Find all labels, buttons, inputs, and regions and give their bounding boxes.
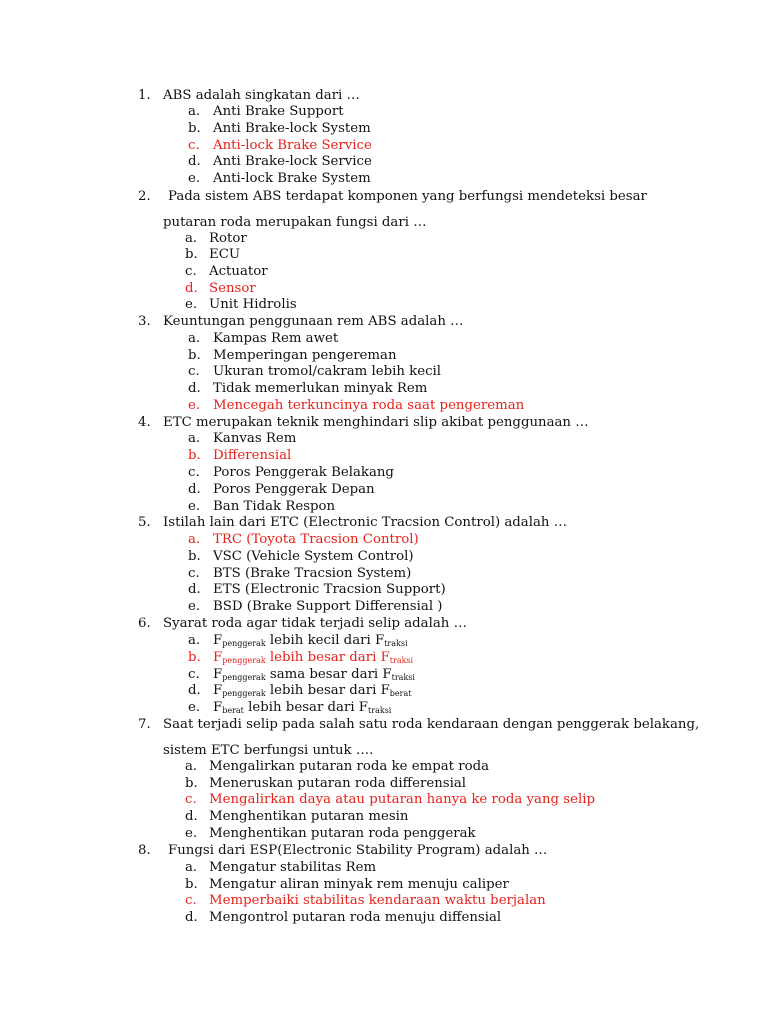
option-letter: e. [185,826,198,841]
option-text: Ukuran tromol/cakram lebih kecil [213,364,442,379]
option-text: Anti Brake Support [213,104,344,119]
option-text: $F_{penggerak}$ lebih besar dari $F_{berat}$ [213,683,412,698]
question-number: 6. [138,616,151,631]
option-text: Ban Tidak Respon [213,499,336,514]
option-text: Menghentikan putaran mesin [209,809,409,824]
option-letter: b. [185,776,198,791]
option-text: Actuator [209,264,268,279]
option-text: Mengalirkan putaran roda ke empat roda [209,759,490,774]
option-text: BSD (Brake Support Differensial ) [213,599,443,614]
option-letter: a. [188,331,201,346]
option-text: Mengatur stabilitas Rem [209,860,377,875]
option-text: Kampas Rem awet [213,331,339,346]
question-number: 3. [138,314,151,329]
option-letter: d. [188,582,201,597]
option-letter: d. [185,809,198,824]
question-text: Syarat roda agar tidak terjadi selip adalah … [163,616,467,631]
option-letter: c. [188,465,200,480]
option-letter: c. [188,667,200,682]
option-letter: a. [188,633,201,648]
option-text: ECU [209,247,241,262]
option-letter: c. [188,364,200,379]
question-text: ETC merupakan teknik menghindari slip akibat penggunaan … [163,415,589,430]
option-letter: e. [188,171,201,186]
option-text: Tidak memerlukan minyak Rem [213,381,428,396]
option-letter: b. [188,549,201,564]
correct-option-text: TRC (Toyota Tracsion Control) [213,532,419,547]
correct-option-text: $F_{penggerak}$ lebih besar dari $F_{traksi}$ [213,650,414,665]
question-text: ABS adalah singkatan dari … [163,88,360,103]
option-text: Unit Hidrolis [209,297,297,312]
option-text: $F_{penggerak}$ sama besar dari $F_{traksi}$ [213,667,415,682]
option-letter: c. [185,792,197,807]
question-text: Saat terjadi selip pada salah satu roda kendaraan dengan penggerak belakang, [163,717,700,732]
option-letter: d. [185,281,198,296]
option-letter: b. [188,448,201,463]
option-letter: d. [188,683,201,698]
option-letter: e. [188,700,201,715]
correct-option-text: Mengalirkan daya atau putaran hanya ke roda yang selip [209,792,595,807]
option-text: Kanvas Rem [213,431,297,446]
option-text: Anti Brake-lock Service [213,154,372,169]
correct-option-text: Mencegah terkuncinya roda saat pengereman [213,398,525,413]
correct-option-text: Differensial [213,448,292,463]
question-number: 8. [138,843,151,858]
option-letter: d. [188,381,201,396]
question-text: Pada sistem ABS terdapat komponen yang berfungsi mendeteksi besar [168,189,647,204]
question-text: Keuntungan penggunaan rem ABS adalah … [163,314,464,329]
option-letter: a. [188,431,201,446]
option-letter: c. [188,566,200,581]
option-letter: e. [185,297,198,312]
option-text: Menghentikan putaran roda penggerak [209,826,476,841]
option-letter: d. [188,482,201,497]
option-text: Poros Penggerak Belakang [213,465,394,480]
correct-option-text: Memperbaiki stabilitas kendaraan waktu berjalan [209,893,546,908]
option-letter: a. [188,104,201,119]
option-text: Memperingan pengereman [213,348,397,363]
option-letter: a. [188,532,201,547]
option-letter: e. [188,398,201,413]
option-letter: e. [188,499,201,514]
option-letter: d. [188,154,201,169]
correct-option-text: Sensor [209,281,256,296]
question-number: 2. [138,189,151,204]
correct-option-text: Anti-lock Brake Service [213,138,372,153]
option-letter: a. [185,759,198,774]
option-letter: c. [185,893,197,908]
question-text-continued: sistem ETC berfungsi untuk …. [163,743,374,758]
question-number: 4. [138,415,151,430]
option-letter: a. [185,231,198,246]
option-text: Rotor [209,231,247,246]
option-letter: b. [185,247,198,262]
option-text: VSC (Vehicle System Control) [213,549,414,564]
option-text: Anti Brake-lock System [213,121,371,136]
option-letter: b. [185,877,198,892]
option-text: BTS (Brake Tracsion System) [213,566,412,581]
option-letter: b. [188,121,201,136]
question-text: Fungsi dari ESP(Electronic Stability Program) adalah … [168,843,548,858]
question-text-continued: putaran roda merupakan fungsi dari … [163,215,427,230]
option-text: Anti-lock Brake System [213,171,371,186]
option-letter: c. [188,138,200,153]
option-letter: b. [188,348,201,363]
option-letter: b. [188,650,201,665]
option-text: Mengontrol putaran roda menuju diffensial [209,910,502,925]
option-text: $F_{penggerak}$ lebih kecil dari $F_{traksi}$ [213,633,408,648]
option-text: Poros Penggerak Depan [213,482,375,497]
question-number: 7. [138,717,151,732]
option-letter: c. [185,264,197,279]
option-letter: a. [185,860,198,875]
question-number: 1. [138,88,151,103]
option-text: $F_{berat}$ lebih besar dari $F_{traksi}$ [213,700,392,715]
option-text: ETS (Electronic Tracsion Support) [213,582,446,597]
question-text: Istilah lain dari ETC (Electronic Tracsion Control) adalah … [163,515,567,530]
option-letter: e. [188,599,201,614]
option-letter: d. [185,910,198,925]
option-text: Meneruskan putaran roda differensial [209,776,467,791]
question-number: 5. [138,515,151,530]
option-text: Mengatur aliran minyak rem menuju caliper [209,877,509,892]
